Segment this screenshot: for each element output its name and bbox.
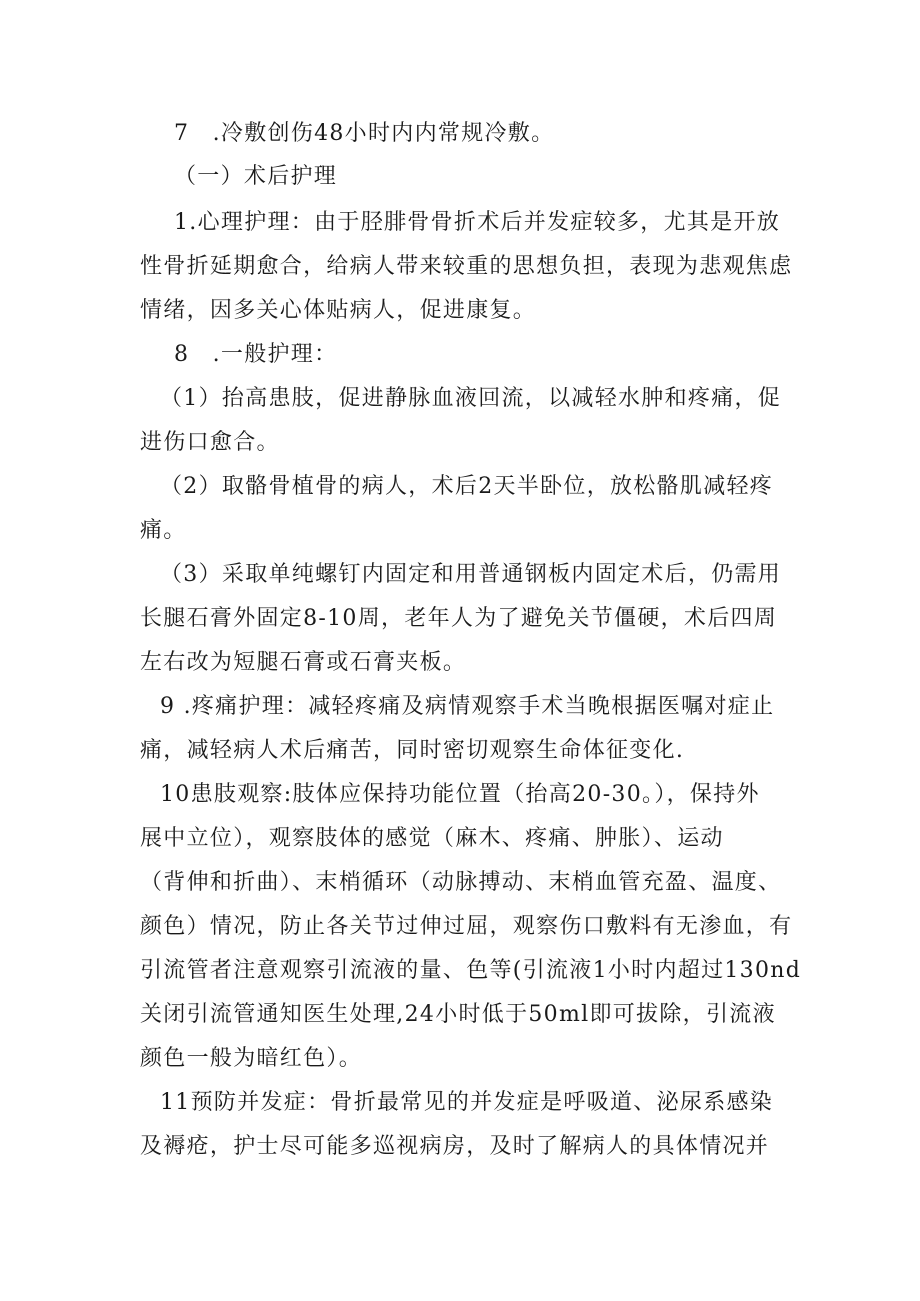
text-line: 进伤口愈合。 <box>140 430 280 455</box>
text-line: 颜色）情况，防止各关节过伸过屈，观察伤口敷料有无渗血，有 <box>140 914 793 939</box>
text-line: 11预防并发症：骨折最常见的并发症是呼吸道、泌尿系感染 <box>160 1090 774 1115</box>
text-line: 及褥疮，护士尽可能多巡视病房，及时了解病人的具体情况并 <box>140 1134 770 1159</box>
text-line: 痛，减轻病人术后痛苦，同时密切观察生命体征变化. <box>140 738 685 763</box>
text-line: 左右改为短腿石膏或石膏夹板。 <box>140 650 467 675</box>
text-line: 10患肢观察:肢体应保持功能位置（抬高20-30。），保持外 <box>160 782 760 807</box>
section-heading: （一）术后护理 <box>174 164 338 189</box>
text-line: 7 .冷敷创伤48小时内内常规冷敷。 <box>174 121 555 146</box>
text-line: （3）采取单纯螺钉内固定和用普通钢板内固定术后，仍需用 <box>160 562 782 587</box>
text-line: （1）抬高患肢，促进静脉血液回流，以减轻水肿和疼痛，促 <box>160 386 782 411</box>
text-line: 情绪，因多关心体贴病人，促进康复。 <box>140 298 537 323</box>
text-line: 颜色一般为暗红色）。 <box>140 1046 363 1071</box>
text-line: 痛。 <box>140 518 187 543</box>
text-line: 引流管者注意观察引流液的量、色等(引流液1小时内超过130nd <box>140 958 802 983</box>
text-line: 长腿石膏外固定8-10周，老年人为了避免关节僵硬，术后四周 <box>140 606 778 631</box>
text-line: （2）取骼骨植骨的病人，术后2天半卧位，放松骼肌减轻疼 <box>160 474 774 499</box>
text-line: 关闭引流管通知医生处理,24小时低于50ml即可拔除，引流液 <box>140 1002 776 1027</box>
text-line: 9 .疼痛护理：减轻疼痛及病情观察手术当晚根据医嘱对症止 <box>160 694 775 719</box>
text-line: 1.心理护理：由于胫腓骨骨折术后并发症较多，尤其是开放 <box>174 210 781 235</box>
text-line: 性骨折延期愈合，给病人带来较重的思想负担，表现为悲观焦虑 <box>140 254 793 279</box>
text-line: （背伸和折曲）、末梢循环（动脉搏动、末梢血管充盈、温度、 <box>140 870 782 895</box>
text-line: 8 .一般护理： <box>174 342 338 367</box>
text-line: 展中立位），观察肢体的感觉（麻木、疼痛、肿胀）、运动 <box>140 826 724 851</box>
